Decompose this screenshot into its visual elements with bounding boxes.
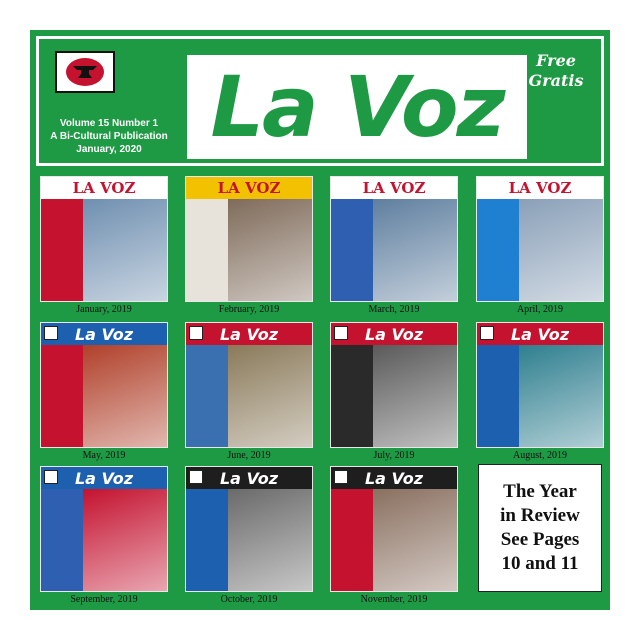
masthead [36, 36, 604, 166]
newspaper-title: La Voz [210, 58, 504, 156]
review-line-3: See Pages [500, 529, 580, 550]
cover-sidebar [477, 199, 519, 301]
cover-caption: July, 2019 [373, 450, 415, 461]
cover-caption: May, 2019 [82, 450, 126, 461]
issue-cover[interactable] [476, 176, 604, 302]
cover-sidebar [331, 345, 373, 447]
cover-sidebar [331, 489, 373, 591]
cover-masthead [477, 323, 603, 345]
issue-cover[interactable] [330, 176, 458, 302]
cover-photo [83, 345, 167, 447]
cover-sidebar [186, 489, 228, 591]
cover-photo [228, 199, 312, 301]
cover-photo [373, 345, 457, 447]
cover-title: La Voz [74, 324, 134, 344]
issue-date: January, 2020 [76, 144, 142, 155]
issue-cover[interactable] [330, 466, 458, 592]
cover-caption: June, 2019 [227, 450, 271, 461]
cover-logo-icon [334, 326, 348, 340]
issue-cover[interactable] [40, 176, 168, 302]
issue-cover[interactable] [476, 322, 604, 448]
cover-title: LA VOZ [508, 179, 572, 197]
cover-title: La Voz [74, 468, 134, 488]
cover-photo [373, 489, 457, 591]
cover-caption: April, 2019 [516, 304, 564, 315]
issue-cover[interactable] [40, 466, 168, 592]
review-line-2: in Review [500, 505, 580, 526]
cover-masthead [41, 177, 167, 199]
title-panel [187, 55, 527, 159]
issue-cover[interactable] [185, 322, 313, 448]
cover-caption: September, 2019 [70, 594, 138, 605]
cover-masthead [41, 467, 167, 489]
cover-caption: November, 2019 [360, 594, 428, 605]
ufw-eagle-logo-icon [55, 51, 115, 93]
cover-photo [519, 345, 603, 447]
gratis-label: Gratis [528, 71, 584, 90]
cover-logo-icon [480, 326, 494, 340]
free-label: Free [536, 51, 576, 70]
cover-masthead [186, 467, 312, 489]
cover-title: La Voz [364, 468, 424, 488]
cover-masthead [186, 177, 312, 199]
cover-sidebar [186, 199, 228, 301]
cover-photo [83, 199, 167, 301]
cover-title: LA VOZ [217, 179, 281, 197]
cover-title: La Voz [219, 324, 279, 344]
cover-photo [228, 489, 312, 591]
cover-sidebar [477, 345, 519, 447]
cover-logo-icon [44, 470, 58, 484]
cover-caption: February, 2019 [218, 304, 280, 315]
cover-photo [83, 489, 167, 591]
cover-masthead [477, 177, 603, 199]
free-badge [521, 51, 591, 91]
cover-photo [519, 199, 603, 301]
cover-title: LA VOZ [72, 179, 136, 197]
cover-logo-icon [189, 470, 203, 484]
newspaper-front-page [30, 30, 610, 610]
cover-sidebar [331, 199, 373, 301]
cover-masthead [331, 177, 457, 199]
issue-cover[interactable] [185, 466, 313, 592]
cover-sidebar [41, 199, 83, 301]
cover-masthead [186, 323, 312, 345]
cover-photo [373, 199, 457, 301]
cover-logo-icon [334, 470, 348, 484]
cover-sidebar [41, 345, 83, 447]
cover-masthead [331, 323, 457, 345]
volume-number: Volume 15 Number 1 [59, 118, 159, 129]
cover-sidebar [186, 345, 228, 447]
issue-cover[interactable] [330, 322, 458, 448]
cover-caption: October, 2019 [220, 594, 278, 605]
cover-logo-icon [189, 326, 203, 340]
cover-caption: March, 2019 [368, 304, 420, 315]
cover-title: La Voz [364, 324, 424, 344]
issue-cover[interactable] [185, 176, 313, 302]
cover-photo [228, 345, 312, 447]
cover-masthead [41, 323, 167, 345]
issue-info [49, 117, 169, 156]
cover-logo-icon [44, 326, 58, 340]
review-line-1: The Year [503, 481, 577, 502]
issue-cover[interactable] [40, 322, 168, 448]
cover-sidebar [41, 489, 83, 591]
cover-title: La Voz [219, 468, 279, 488]
cover-title: La Voz [510, 324, 570, 344]
cover-caption: January, 2019 [76, 304, 132, 315]
cover-title: LA VOZ [362, 179, 426, 197]
publication-subtitle: A Bi-Cultural Publication [50, 131, 168, 142]
year-in-review-box[interactable] [478, 464, 602, 592]
review-line-4: 10 and 11 [501, 553, 579, 574]
cover-caption: August, 2019 [513, 450, 567, 461]
cover-masthead [331, 467, 457, 489]
